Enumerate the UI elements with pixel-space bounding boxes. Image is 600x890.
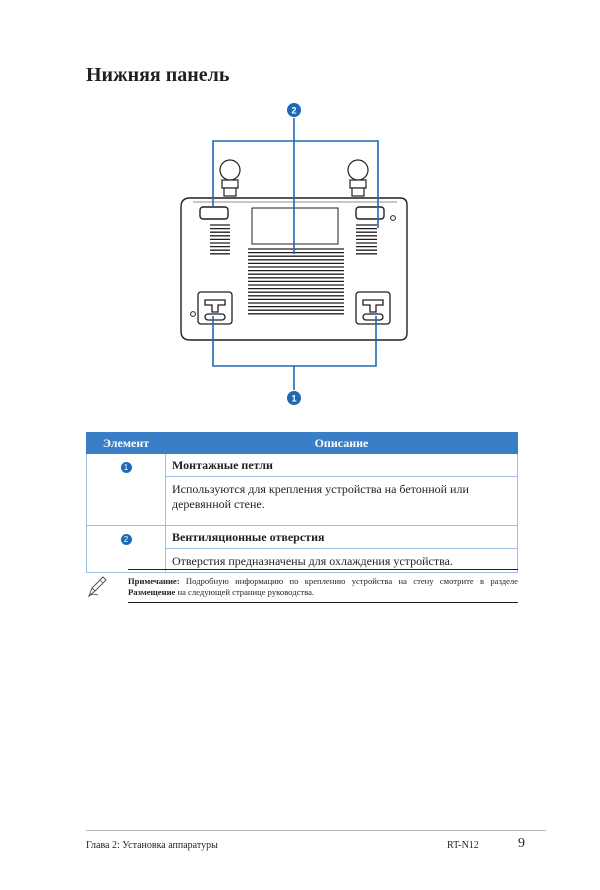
right-antenna <box>348 160 368 196</box>
page-number: 9 <box>518 836 525 851</box>
callout-2-badge <box>287 103 301 117</box>
element-description-table <box>86 432 518 573</box>
screw-hole-top-right <box>391 216 396 221</box>
footer-chapter: Глава 2: Установка аппаратуры <box>86 840 218 851</box>
footer-rule <box>86 830 546 831</box>
page-title: Нижняя панель <box>86 64 230 86</box>
note-body-start: Подробную информацию по креплению устройства на стену смотрите в разделе <box>179 576 518 586</box>
screw-hole-bottom-left <box>191 312 196 317</box>
note-label: Примечание: <box>128 576 180 586</box>
callout-1-badge <box>287 391 301 405</box>
note-text <box>128 576 518 598</box>
number-badge: 1 <box>121 462 132 473</box>
note-top-rule <box>128 569 518 570</box>
row-description: Отверстия предназначены для охлаждения устройства. <box>172 554 453 568</box>
mounting-loop-right <box>356 292 390 324</box>
header-element: Элемент <box>87 433 166 454</box>
number-badge: 2 <box>121 534 132 545</box>
pen-note-icon <box>86 574 108 598</box>
note-section-reference: Размещение <box>128 587 176 597</box>
callout-2-label: 2 <box>291 105 297 116</box>
row-name: Монтажные петли <box>166 454 517 477</box>
router-bottom-panel-diagram <box>0 0 600 420</box>
left-antenna-mount <box>200 207 228 219</box>
right-antenna-mount <box>356 207 384 219</box>
row-content-cell <box>166 454 518 526</box>
table-row <box>87 454 518 526</box>
callout-1-label: 1 <box>291 393 297 404</box>
note-bottom-rule <box>128 602 518 603</box>
table-row <box>87 526 518 573</box>
mounting-loop-left <box>198 292 232 324</box>
row-content-cell <box>166 526 518 573</box>
header-description: Описание <box>166 433 518 454</box>
row-name: Вентиляционные отверстия <box>166 526 517 549</box>
left-antenna <box>220 160 240 196</box>
row-number-cell <box>87 454 166 526</box>
footer-model: RT-N12 <box>447 840 479 851</box>
label-area <box>252 208 338 244</box>
note-body-end: на следующей странице руководства. <box>175 587 315 597</box>
row-description: Используются для крепления устройства на бетонной или деревянной стене. <box>172 482 469 511</box>
row-number-cell <box>87 526 166 573</box>
